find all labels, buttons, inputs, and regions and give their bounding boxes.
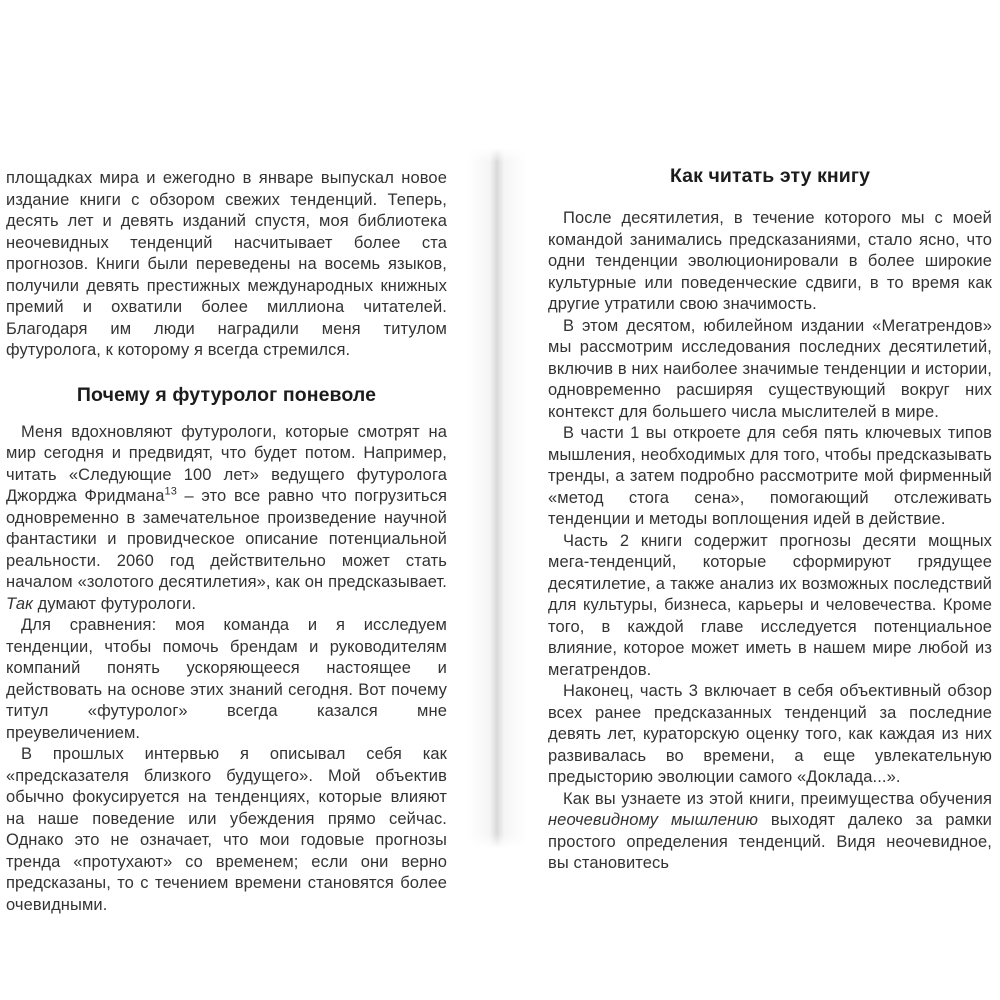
left-page-text-top — [6, 168, 447, 362]
paragraph: После десятилетия, в течение которого мы с моей командой занимались предсказаниями, стало ясно, что одни тенденции эволюционировали в более широкие культурные или поведенческие сдвиги, в то время как другие утратили свою значимость. — [548, 209, 992, 313]
left-page-section-heading: Почему я футуролог поневоле — [76, 383, 377, 406]
paragraph: Меня вдохновляют футурологи, которые смотрят на мир сегодня и предвидят, что будет потом. Например, читать «Следующие 100 лет» ведущего футуролога Джорджа Фридмана$^{13}$ – это все равно что погрузиться одновременно в замечательное произведение научной фантастики и провидческое описание потенциальной реальности. 2060 год действительно может стать началом «золотого десятилетия», как он предсказывает. Так думают футурологи. — [6, 422, 447, 613]
paragraph: В прошлых интервью я описывал себя как «предсказателя близкого будущего». Мой объектив обычно фокусируется на тенденциях, которые влияют на наше поведение или убеждения прямо сейчас. Однако это не означает, что мои годовые прогнозы тренда «протухают» со временем; если они верно предсказаны, то с течением времени становятся более очевидными. — [6, 745, 447, 914]
paragraph: Часть 2 книги содержит прогнозы десяти мощных мега-тенденций, которые сформируют грядущее десятилетие, а также анализ их возможных последствий для культуры, бизнеса, карьеры и человечества. Кроме того, в каждой главе исследуется потенциальное влияние, которое может иметь в нашем мире любой из мегатрендов. — [548, 531, 992, 679]
right-page-section-heading: Как читать эту книгу — [669, 165, 871, 187]
paragraph: Наконец, часть 3 включает в себя объективный обзор всех ранее предсказанных тенденций за последние девять лет, кураторскую оценку того, как каждая из них развивалась во времени, а еще увлекательную предысторию эволюции самого «Доклада...». — [548, 682, 992, 786]
paragraph: В части 1 вы откроете для себя пять ключевых типов мышления, необходимых для того, чтобы предсказывать тренды, а затем подробно рассмотрите мой фирменный «метод стога сена», помогающий отслеживать тенденции и методы воплощения идей в действие. — [548, 424, 992, 528]
book-spine-shadow — [467, 148, 527, 848]
paragraph: площадках мира и ежегодно в январе выпускал новое издание книги с обзором свежих тенденций. Теперь, десять лет и девять изданий спустя, моя библиотека неочевидных тенденций насчитывает более ста прогнозов. Книги были переведены на восемь языков, получили девять престижных международных книжных премий и охватили более миллиона читателей. Благодаря им люди наградили меня титулом футуролога, к которому я всегда стремился. — [6, 169, 447, 359]
left-page-text-bottom — [6, 422, 447, 917]
paragraph: Для сравнения: моя команда и я исследуем тенденции, чтобы помочь брендам и руководителям компаний понять ускоряющееся настоящее и действовать на основе этих знаний сегодня. Вот почему титул «футуролог» всегда казался мне преувеличением. — [6, 616, 447, 742]
right-page — [548, 163, 992, 875]
right-page-text — [548, 208, 992, 875]
paragraph: В этом десятом, юбилейном издании «Мегатрендов» мы рассмотрим исследования последних десятилетий, включив в них наиболее значимые тенденции и истории, одновременно расширяя существующий вокруг них контекст для большего числа мыслителей в мире. — [548, 316, 992, 421]
left-page — [6, 168, 447, 916]
paragraph: Как вы узнаете из этой книги, преимущества обучения неочевидному мышлению выходят далеко за рамки простого определения тенденций. Видя неочевидное, вы становитесь — [548, 789, 992, 872]
